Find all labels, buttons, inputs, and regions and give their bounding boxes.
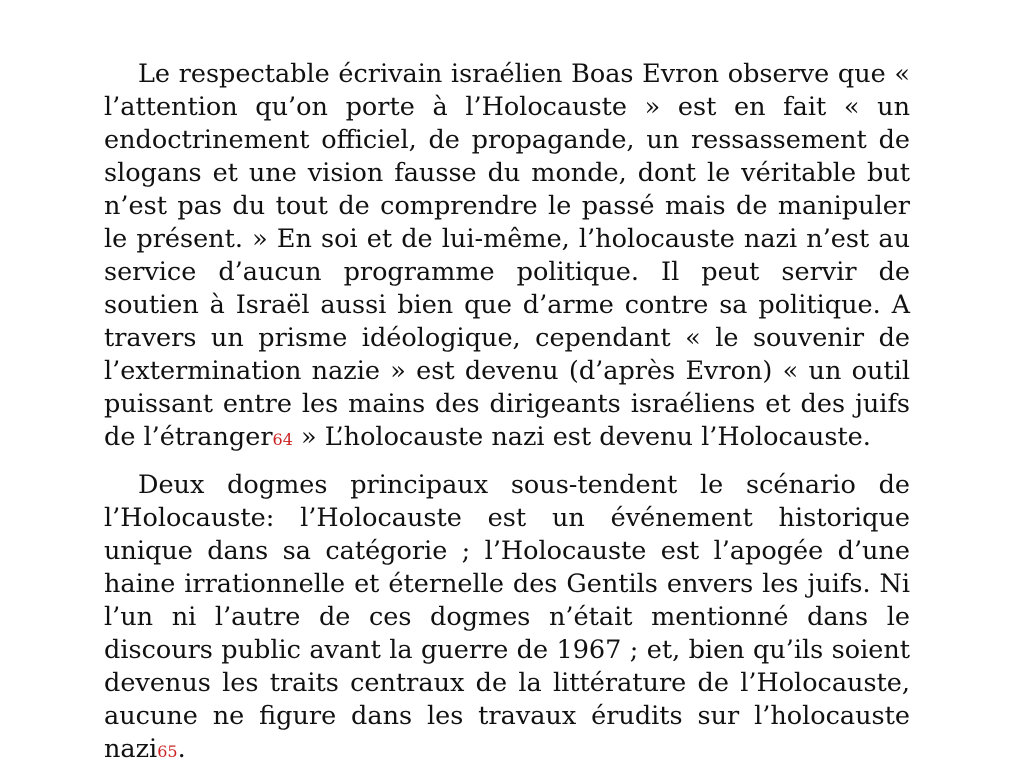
paragraph-1 <box>104 58 910 454</box>
footnote-ref-64[interactable]: 64 <box>272 430 293 449</box>
paragraph-1-text-1: Le respectable écrivain israélien Boas Evron observe que « l’attention qu’on porte à l’Holocauste » est en fait « un endoctrinement officiel, de propagande, un ressassement de slogans et une vision fausse du monde, dont le véritable but n’est pas du tout de comprendre le passé mais de manipuler le présent. » En soi et de lui-même, l’holocauste nazi n’est au service d’aucun programme politique. Il peut servir de soutien à Israël aussi bien que d’arme contre sa politique. A travers un prisme idéologique, cependant « le souvenir de l’extermination nazie » est devenu (d’après Evron) « un outil puissant entre les mains des dirigeants israéliens et des juifs de l’étranger <box>104 59 910 452</box>
footnote-ref-65[interactable]: 65 <box>157 742 178 761</box>
paragraph-1-text-2: » L’holocauste nazi est devenu l’Holocauste. <box>292 422 871 452</box>
paragraph-2 <box>104 469 910 766</box>
paragraph-2-text-2: . <box>177 734 186 764</box>
paragraph-2-text-1: Deux dogmes principaux sous-tendent le scénario de l’Holocauste: l’Holocauste est un événement historique unique dans sa catégorie ; l’Holocauste est l’apogée d’une haine irrationnelle et éternelle des Gentils envers les juifs. Ni l’un ni l’autre de ces dogmes n’était mentionné dans le discours public avant la guerre de 1967 ; et, bien qu’ils soient devenus les traits centraux de la littérature de l’Holocauste, aucune ne figure dans les travaux érudits sur l’holocauste nazi <box>104 470 910 764</box>
document-page <box>104 58 910 766</box>
